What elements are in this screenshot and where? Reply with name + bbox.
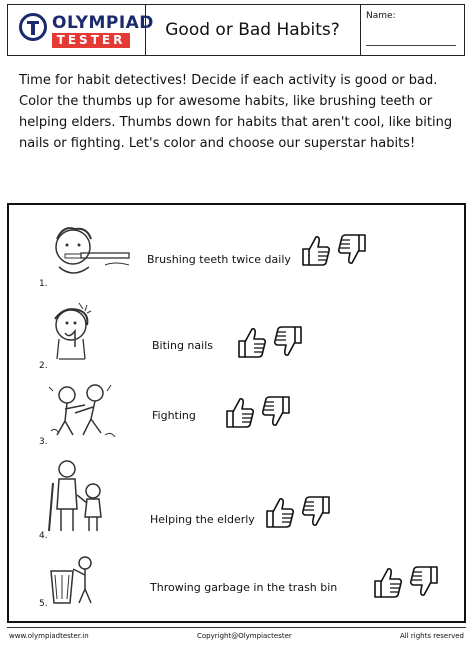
logo-text-bottom: TESTER — [52, 33, 130, 48]
item-label: Helping the elderly — [150, 513, 255, 526]
activity-item — [9, 223, 464, 293]
name-box — [360, 5, 464, 55]
child-biting-nails-icon — [45, 301, 105, 363]
activities-box — [7, 203, 466, 623]
thumbs-up-icon[interactable] — [373, 565, 403, 599]
footer-rights: All rights reserved — [400, 632, 464, 640]
item-number: 4. — [39, 531, 48, 541]
activity-item — [9, 551, 464, 621]
item-label: Brushing teeth twice daily — [147, 253, 291, 266]
footer-website-link[interactable]: www.olympiadtester.in — [9, 632, 89, 640]
worksheet-header — [7, 4, 465, 56]
worksheet-title: Good or Bad Habits? — [145, 5, 361, 55]
activity-item — [9, 301, 464, 371]
thumbs-down-icon[interactable] — [261, 395, 291, 429]
item-label: Throwing garbage in the trash bin — [150, 581, 338, 594]
item-number: 3. — [39, 437, 48, 447]
item-number: 2. — [39, 361, 48, 371]
thumbs-up-icon[interactable] — [301, 233, 331, 267]
child-helping-elder-icon — [45, 459, 117, 533]
thumbs-up-icon[interactable] — [225, 395, 255, 429]
thumbs-down-icon[interactable] — [273, 325, 303, 359]
activity-item — [9, 381, 464, 451]
item-number: 1. — [39, 279, 48, 289]
logo-text-top: OLYMPIAD — [52, 13, 154, 33]
item-number: 5. — [39, 599, 48, 609]
boy-brushing-teeth-icon — [45, 223, 135, 283]
footer-copyright: Copyright@Olympiactester — [197, 632, 292, 640]
name-line[interactable] — [366, 45, 456, 46]
thumbs-down-icon[interactable] — [301, 495, 331, 529]
logo — [8, 5, 154, 55]
name-label: Name: — [366, 11, 396, 21]
activity-item — [9, 459, 464, 541]
instructions-text: Time for habit detectives! Decide if each activity is good or bad. Color the thumbs up for awesome habits, like brushing teeth or helping elders. Thumbs down for habits that aren't cool, like biting nails or fighting. Let's color and choose our superstar habits! — [19, 73, 453, 151]
page-footer — [7, 627, 466, 640]
thumbs-up-icon[interactable] — [265, 495, 295, 529]
kids-fighting-icon — [45, 381, 119, 439]
thumbs-down-icon[interactable] — [409, 565, 439, 599]
item-label: Biting nails — [152, 339, 213, 352]
item-label: Fighting — [152, 409, 196, 422]
child-using-trash-bin-icon — [45, 553, 101, 605]
thumbs-down-icon[interactable] — [337, 233, 367, 267]
thumbs-up-icon[interactable] — [237, 325, 267, 359]
logo-mark-icon — [19, 13, 47, 41]
